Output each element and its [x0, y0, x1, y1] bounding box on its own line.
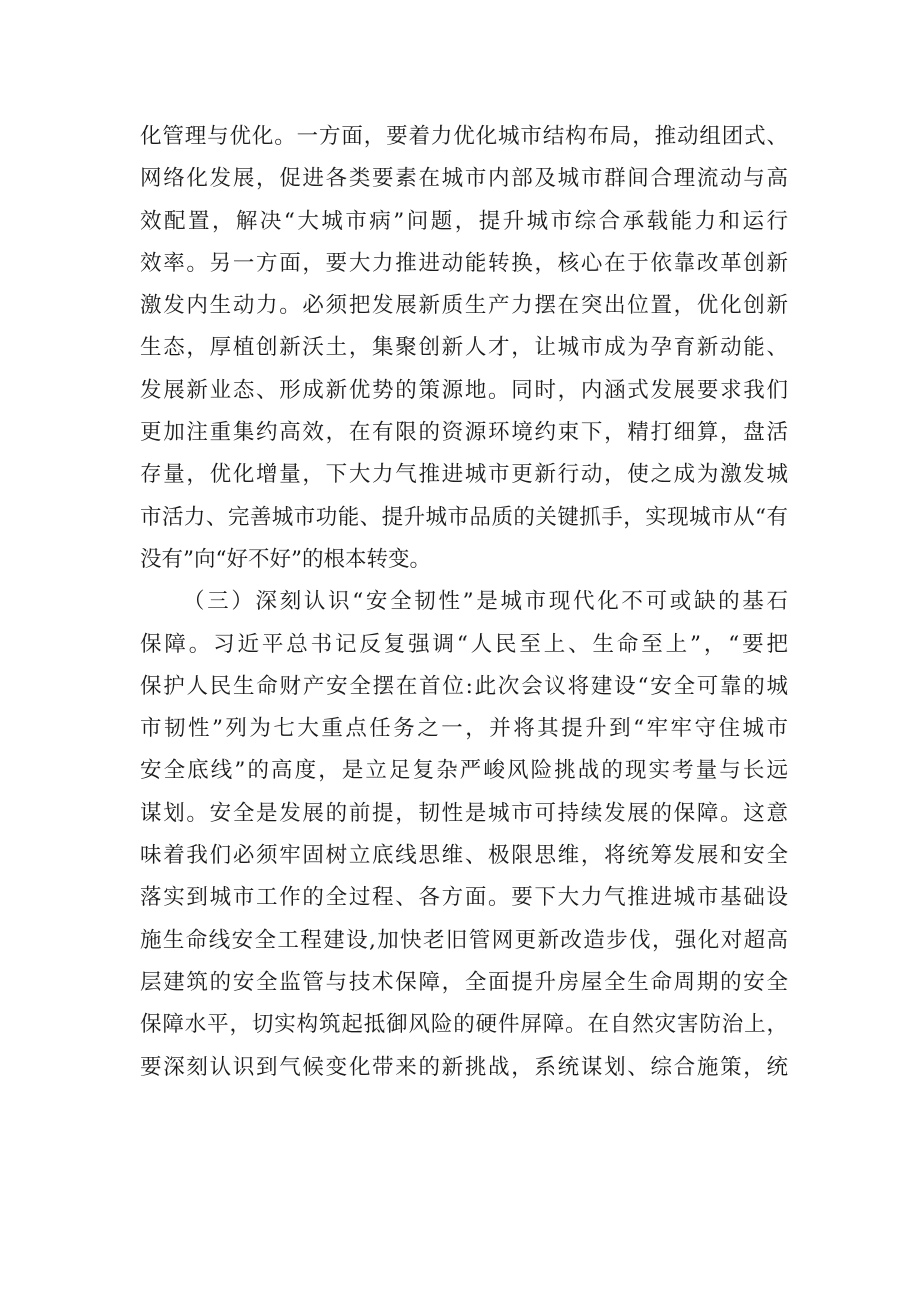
text-line: 层建筑的安全监管与技术保障，全面提升房屋全生命周期的安全 [140, 969, 788, 995]
text-line: 市韧性”列为七大重点任务之一，并将其提升到“牢牢守住城市 [140, 716, 788, 742]
paragraph-1 [140, 116, 788, 581]
text-line: 要深刻认识到气候变化带来的新挑战，系统谋划、综合施策，统 [140, 1054, 788, 1080]
text-line: 保障水平，切实构筑起抵御风险的硬件屏障。在自然灾害防治上， [140, 1012, 788, 1038]
body-text [140, 116, 788, 1089]
paragraph-2 [140, 581, 788, 1089]
text-line: 落实到城市工作的全过程、各方面。要下大力气推进城市基础设 [140, 885, 788, 911]
text-line: 谋划。安全是发展的前提，韧性是城市可持续发展的保障。这意 [140, 800, 788, 826]
text-line: 存量，优化增量，下大力气推进城市更新行动，使之成为激发城 [140, 462, 788, 488]
text-line: 效配置，解决“大城市病”问题，提升城市综合承载能力和运行 [140, 208, 788, 234]
section-heading-line: （三）深刻认识“安全韧性”是城市现代化不可或缺的基石 [183, 589, 788, 615]
text-line: 化管理与优化。一方面，要着力优化城市结构布局，推动组团式、 [140, 124, 788, 149]
text-line: 安全底线”的高度，是立足复杂严峻风险挑战的现实考量与长远 [140, 758, 788, 784]
text-line: 激发内生动力。必须把发展新质生产力摆在突出位置，优化创新 [140, 293, 788, 319]
text-line: 保护人民生命财产安全摆在首位:此次会议将建设“安全可靠的城 [140, 673, 788, 699]
text-line: 效率。另一方面，要大力推进动能转换，核心在于依靠改革创新 [140, 250, 788, 276]
text-line: 更加注重集约高效，在有限的资源环境约束下，精打细算，盘活 [140, 420, 788, 446]
text-line: 市活力、完善城市功能、提升城市品质的关键抓手，实现城市从“有 [140, 504, 788, 530]
text-line: 保障。习近平总书记反复强调“人民至上、生命至上”，“要把 [140, 631, 788, 657]
text-line: 味着我们必须牢固树立底线思维、极限思维，将统筹发展和安全 [140, 843, 788, 869]
text-line: 发展新业态、形成新优势的策源地。同时，内涵式发展要求我们 [140, 377, 788, 403]
text-line: 网络化发展，促进各类要素在城市内部及城市群间合理流动与高 [140, 166, 788, 192]
text-line: 没有”向“好不好”的根本转变。 [140, 546, 431, 572]
text-line: 施生命线安全工程建设,加快老旧管网更新改造步伐，强化对超高 [140, 927, 788, 953]
text-line: 生态，厚植创新沃土，集聚创新人才，让城市成为孕育新动能、 [140, 335, 788, 361]
